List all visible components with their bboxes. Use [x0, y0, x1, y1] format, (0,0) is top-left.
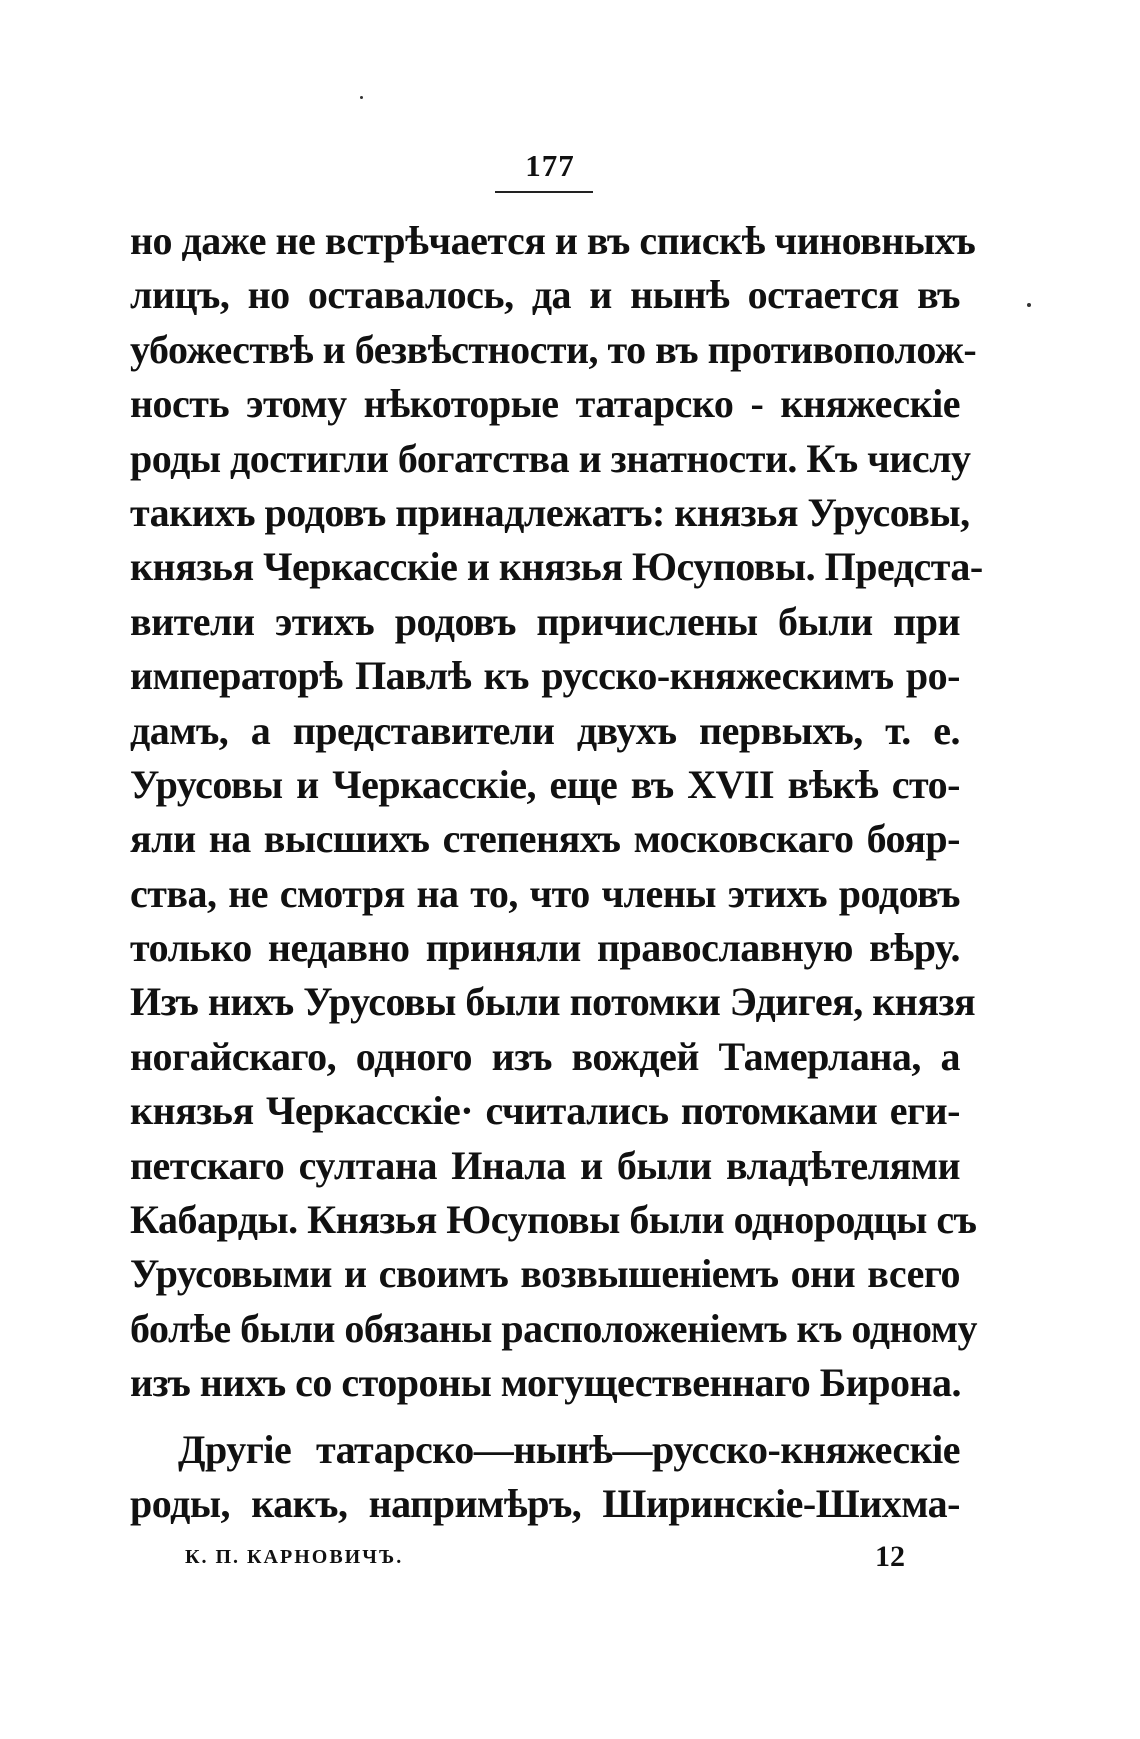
page-footer: [185, 1540, 905, 1576]
text-line: роды достигли богатства и знатности. Къ числу: [130, 435, 971, 481]
text-line: Изъ нихъ Урусовы были потомки Эдигея, князя: [130, 979, 976, 1025]
text-line: дамъ, а представители двухъ первыхъ, т. е.: [130, 707, 960, 753]
text-line: только недавно приняли православную вѣру.: [130, 925, 960, 971]
print-speck: [360, 96, 363, 99]
text-line: убожествѣ и безвѣстности, то въ противополож-: [130, 326, 977, 372]
text-line: вители этихъ родовъ причислены были при: [130, 598, 960, 644]
text-line: Урусовы и Черкасскіе, еще въ XVII вѣкѣ сто-: [130, 761, 960, 807]
text-line: князья Черкасскіе· считались потомками еги-: [130, 1088, 960, 1134]
text-line: императорѣ Павлѣ къ русско-княжескимъ ро-: [130, 653, 960, 699]
text-line: но даже не встрѣчается и въ спискѣ чиновныхъ: [130, 218, 976, 263]
text-line: такихъ родовъ принадлежатъ: князья Урусовы,: [130, 489, 970, 535]
body-text: [130, 214, 983, 1531]
text-line: лицъ, но оставалось, да и нынѣ остается въ: [130, 272, 960, 318]
text-line: ногайскаго, одного изъ вождей Тамерлана, а: [130, 1033, 960, 1079]
page-number: 177: [525, 148, 575, 183]
sheet-number: 12: [875, 1540, 905, 1573]
text-line: роды, какъ, напримѣръ, Ширинскіе-Шихма-: [130, 1480, 960, 1526]
text-line: болѣе были обязаны расположеніемъ къ одному: [130, 1305, 978, 1351]
page-number-rule: [495, 191, 593, 193]
text-line: ства, не смотря на то, что члены этихъ родовъ: [130, 870, 960, 916]
author-signature: К. П. КАРНОВИЧЪ.: [185, 1546, 404, 1568]
text-line: Урусовыми и своимъ возвышеніемъ они всего: [130, 1251, 960, 1297]
text-line: изъ нихъ со стороны могущественнаго Бирона.: [130, 1360, 961, 1406]
text-line: петскаго султана Инала и были владѣтелями: [130, 1142, 960, 1188]
text-line: яли на высшихъ степеняхъ московскаго бояр-: [130, 816, 960, 862]
paragraph-start-line: Другіе татарско—нынѣ—русско-княжескіе: [178, 1426, 960, 1472]
text-line: ность этому нѣкоторые татарско - княжескіе: [130, 381, 960, 427]
text-line: князья Черкасскіе и князья Юсуповы. Предста-: [130, 544, 983, 590]
text-line: Кабарды. Князья Юсуповы были однородцы съ: [130, 1197, 977, 1243]
print-speck: [1027, 303, 1031, 307]
